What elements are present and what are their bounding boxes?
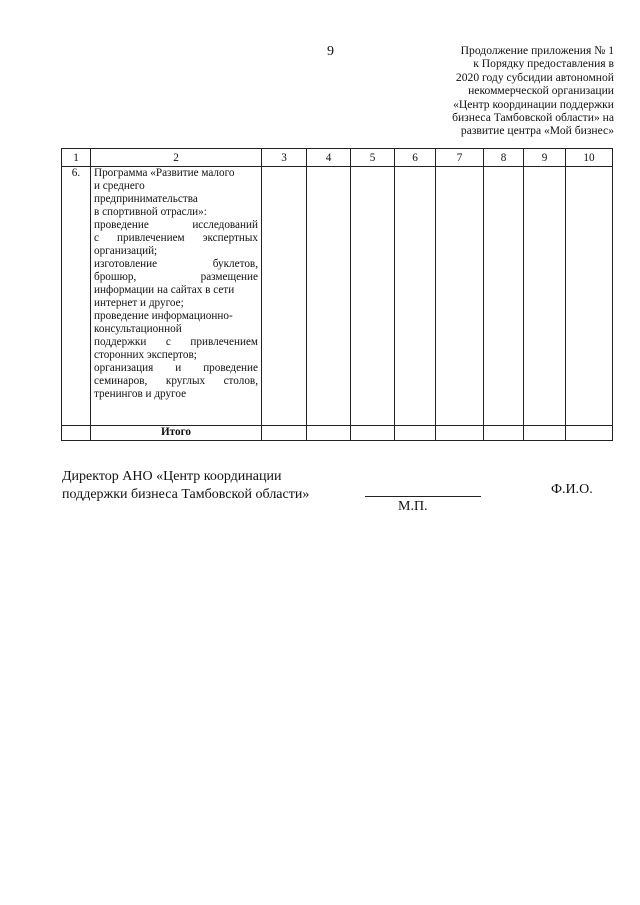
total-label: Итого [91,426,262,441]
column-number: 8 [484,149,524,167]
program-line: в спортивной отрасли»: [94,206,207,218]
program-line: проведение исследований [94,219,258,231]
program-line: семинаров, круглых столов, [94,375,258,387]
program-line: проведение информационно- [94,310,233,322]
table-cell [484,167,524,426]
program-line: тренингов и другое [94,388,187,400]
table-cell [566,426,613,441]
table-row [62,167,613,426]
signature-title [62,468,309,504]
table-cell [351,167,395,426]
program-line: информации на сайтах в сети [94,284,235,296]
program-line: предпринимательства [94,193,198,205]
table-cell [307,426,351,441]
column-number: 4 [307,149,351,167]
header-note-line: 2020 году субсидии автономной [455,70,614,84]
header-note-line: развитие центра «Мой бизнес» [460,124,614,138]
column-number: 3 [262,149,307,167]
program-line: изготовление буклетов, [94,258,258,270]
column-number: 5 [351,149,395,167]
row-number: 6. [62,167,91,426]
signature-line [365,496,481,497]
stamp-placeholder: М.П. [398,499,428,514]
table-cell [436,426,484,441]
program-line: сторонних экспертов; [94,349,197,361]
column-number: 7 [436,149,484,167]
table-cell [524,426,566,441]
total-row [62,426,613,441]
column-number: 10 [566,149,613,167]
signature-title-line: поддержки бизнеса Тамбовской области» [62,487,310,502]
table-cell [395,167,436,426]
table-cell [395,426,436,441]
header-note-line: «Центр координации поддержки [453,97,614,111]
table-cell [524,167,566,426]
budget-table [61,148,613,441]
table-cell [484,426,524,441]
table-cell [351,426,395,441]
column-number: 6 [395,149,436,167]
table-cell [307,167,351,426]
header-note [418,44,614,138]
program-line: брошюр, размещение [94,271,258,283]
table-cell [62,426,91,441]
program-line: интернет и другое; [94,297,184,309]
page-number: 9 [327,44,334,59]
header-note-line: бизнеса Тамбовской области» на [452,111,614,125]
table-cell [262,167,307,426]
table-cell [566,167,613,426]
program-line: и среднего [94,180,145,192]
signature-title-line: Директор АНО «Центр координации [62,469,282,484]
program-line: поддержки с привлечением [94,336,258,348]
program-line: Программа «Развитие малого [94,167,235,179]
full-name-placeholder: Ф.И.О. [551,482,593,497]
table-cell [262,426,307,441]
column-number: 2 [91,149,262,167]
header-note-line: к Порядку предоставления в [473,57,614,71]
header-note-line: Продолжение приложения № 1 [460,44,614,57]
program-line: организаций; [94,245,158,257]
program-line: организация и проведение [94,362,258,374]
header-note-line: некоммерческой организации [468,84,614,98]
column-number: 9 [524,149,566,167]
program-line: с привлечением экспертных [94,232,258,244]
program-line: консультационной [94,323,182,335]
program-description [91,167,262,426]
column-number: 1 [62,149,91,167]
column-number-row [62,149,613,167]
table-cell [436,167,484,426]
